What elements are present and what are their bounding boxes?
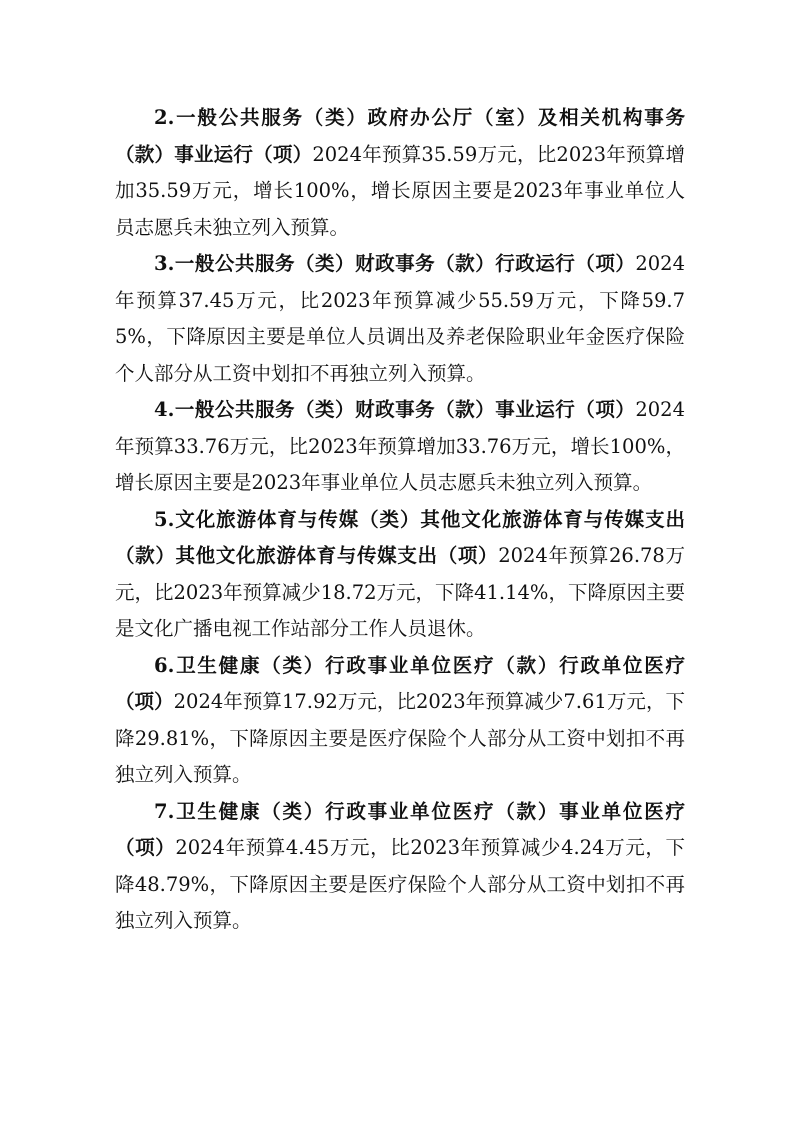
paragraph-heading: 3.一般公共服务（类）财政事务（款）行政运行（项） [154,252,636,275]
paragraph-item-7 [115,794,685,940]
paragraph-item-6 [115,648,685,794]
paragraph-text: 2024年预算33.76万元，比2023年预算增加33.76万元，增长100%，增长原因主要是2023年事业单位人员志愿兵未独立列入预算。 [115,398,685,494]
paragraph-text: 2024年预算35.59万元，比2023年预算增加35.59万元，增长100%，增长原因主要是2023年事业单位人员志愿兵未独立列入预算。 [115,142,685,239]
paragraph-heading: 6.卫生健康（类）行政事业单位医疗（款）行政单位医疗（项） [115,653,685,713]
paragraph-text: 2024年预算17.92万元，比2023年预算减少7.61万元，下降29.81%，下降原因主要是医疗保险个人部分从工资中划扣不再独立列入预算。 [115,690,685,786]
paragraph-item-3 [115,246,685,392]
paragraph-text: 2024年预算26.78万元，比2023年预算减少18.72万元，下降41.14%，下降原因主要是文化广播电视工作站部分工作人员退休。 [115,544,685,640]
paragraph-item-4 [115,392,685,502]
paragraph-item-5 [115,502,685,648]
paragraph-heading: 5.文化旅游体育与传媒（类）其他文化旅游体育与传媒支出（款）其他文化旅游体育与传媒支出（项） [115,507,685,567]
paragraph-text: 2024年预算4.45万元，比2023年预算减少4.24万元，下降48.79%，下降原因主要是医疗保险个人部分从工资中划扣不再独立列入预算。 [115,836,685,932]
paragraph-heading: 4.一般公共服务（类）财政事务（款）事业运行（项） [154,398,636,421]
paragraph-heading: 2.一般公共服务（类）政府办公厅（室）及相关机构事务（款）事业运行（项） [115,106,685,166]
document-body [115,100,685,940]
paragraph-item-2 [115,100,685,246]
paragraph-heading: 7.卫生健康（类）行政事业单位医疗（款）事业单位医疗（项） [115,799,685,859]
paragraph-text: 2024年预算37.45万元，比2023年预算减少55.59万元，下降59.75%，下降原因主要是单位人员调出及养老保险职业年金医疗保险个人部分从工资中划扣不再独立列入预算。 [115,252,685,385]
